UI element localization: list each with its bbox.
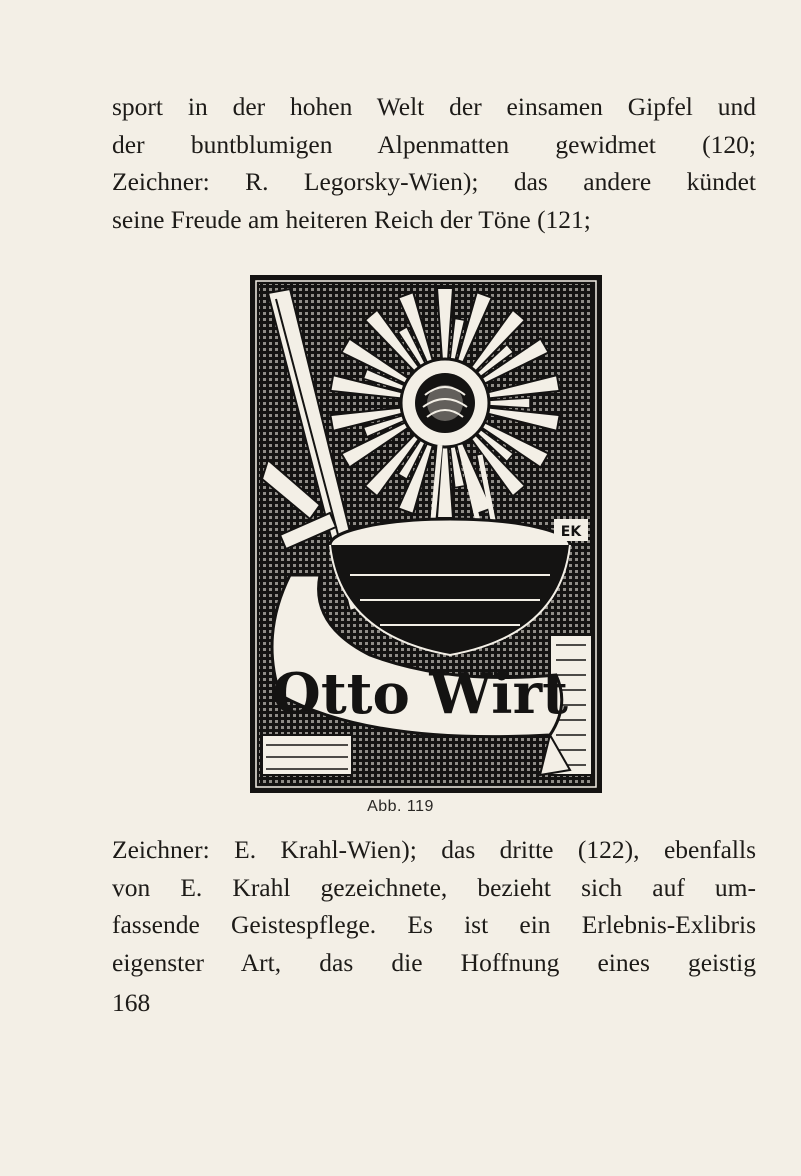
text-line: der buntblumigen Alpenmatten gewidmet (120; xyxy=(112,129,756,159)
monogram-text: EK xyxy=(560,524,582,540)
text-line: von E. Krahl gezeichnete, bezieht sich auf um- xyxy=(112,872,756,902)
figure-caption: Abb. 119 xyxy=(367,798,434,815)
exlibris-woodcut xyxy=(250,275,602,793)
text-line: seine Freude am heiteren Reich der Töne (121; xyxy=(112,204,591,234)
page-number: 168 xyxy=(112,988,151,1017)
exlibris-illustration xyxy=(250,275,602,793)
text-line: Zeichner: E. Krahl-Wien); das dritte (122), ebenfalls xyxy=(112,835,756,864)
banner-name: Otto Wirt xyxy=(272,661,568,727)
text-line: sport in der hohen Welt der einsamen Gipfel und xyxy=(112,92,756,121)
text-line: eigenster Art, das die Hoffnung eines geistig xyxy=(112,947,756,977)
paragraph-top xyxy=(112,88,756,238)
paragraph-bottom xyxy=(112,831,756,981)
monogram-badge xyxy=(554,519,588,541)
text-line: Zeichner: R. Legorsky-Wien); das andere kündet xyxy=(112,167,756,196)
text-line: fassende Geistespflege. Es ist ein Erlebnis-Exlibris xyxy=(112,910,756,939)
